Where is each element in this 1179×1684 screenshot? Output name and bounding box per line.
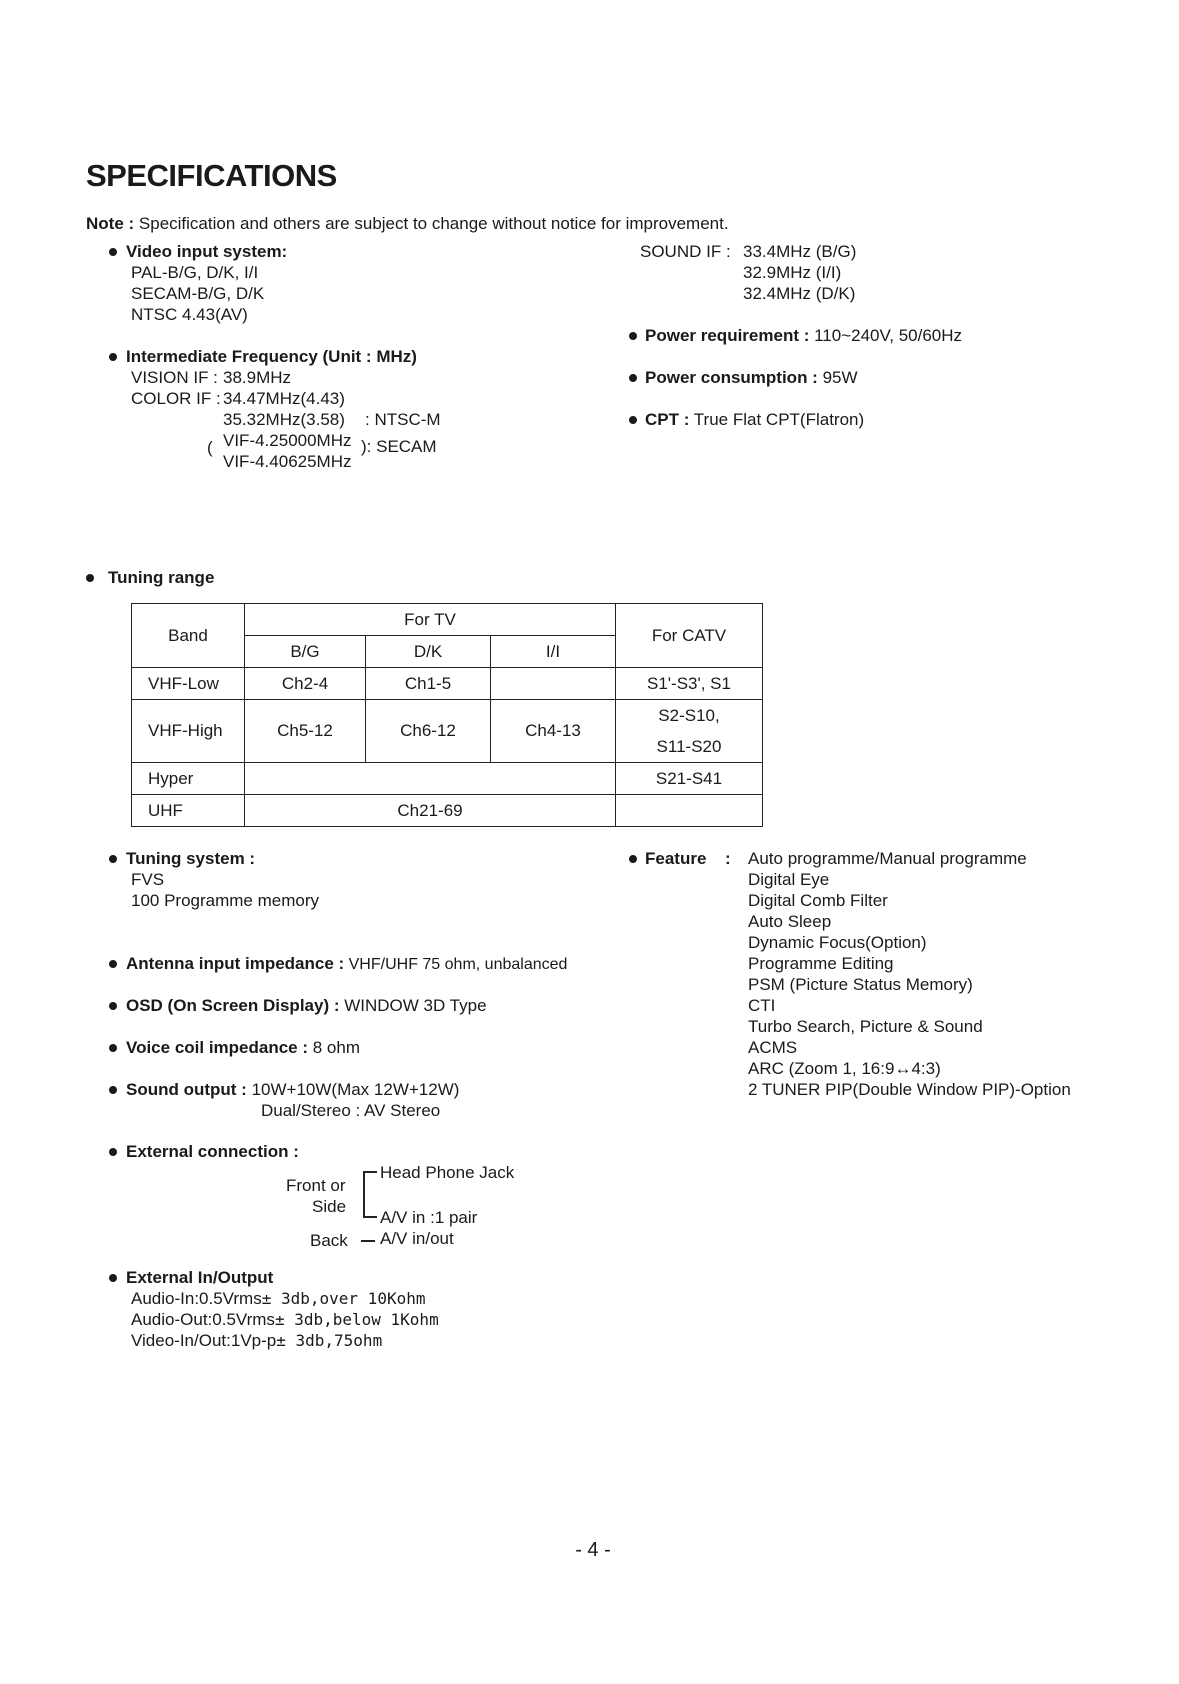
external-io-heading: External In/Output	[126, 1268, 274, 1287]
sound-if-value: 33.4MHz (B/G)	[743, 242, 857, 261]
vision-if-value: 38.9MHz	[223, 368, 292, 387]
page-title: SPECIFICATIONS	[86, 158, 337, 193]
table-cell: Ch2-4	[245, 668, 366, 700]
audio-in-spec: Audio-In:0.5Vrms± 3db,over 10Kohm	[131, 1289, 426, 1308]
bullet-icon	[109, 248, 117, 256]
table-cell	[245, 763, 616, 795]
front-or-label: Front or	[286, 1176, 346, 1195]
table-row	[132, 700, 763, 732]
table-cell: UHF	[132, 795, 245, 827]
tuning-system-line: FVS	[131, 870, 165, 889]
video-input-heading: Video input system:	[126, 242, 288, 261]
cpt-spec: CPT : True Flat CPT(Flatron)	[645, 410, 865, 429]
feature-item: ACMS	[748, 1038, 798, 1057]
bracket-line	[363, 1171, 365, 1217]
bullet-icon	[629, 855, 637, 863]
video-input-line: NTSC 4.43(AV)	[131, 305, 248, 324]
sound-output-spec: Sound output : 10W+10W(Max 12W+12W)	[126, 1080, 460, 1099]
table-header-ii: I/I	[491, 636, 616, 668]
bullet-icon	[109, 1086, 117, 1094]
bullet-icon	[109, 353, 117, 361]
sound-if-label: SOUND IF :	[640, 242, 731, 261]
av-in-pair: A/V in :1 pair	[380, 1208, 478, 1227]
table-row	[132, 763, 763, 795]
bracket-line	[363, 1216, 377, 1218]
power-consumption: Power consumption : 95W	[645, 368, 858, 387]
side-label: Side	[312, 1197, 347, 1216]
bullet-icon	[109, 1044, 117, 1052]
sound-output-line2: Dual/Stereo : AV Stereo	[261, 1101, 441, 1120]
feature-item: Digital Comb Filter	[748, 891, 888, 910]
feature-item: 2 TUNER PIP(Double Window PIP)-Option	[748, 1080, 1071, 1099]
dash-line	[361, 1240, 375, 1242]
paren-open: (	[207, 438, 213, 457]
feature-item: Auto programme/Manual programme	[748, 849, 1027, 868]
osd-spec: OSD (On Screen Display) : WINDOW 3D Type	[126, 996, 487, 1015]
vif-value: VIF-4.40625MHz	[223, 452, 352, 471]
video-io-spec: Video-In/Out:1Vp-p± 3db,75ohm	[131, 1331, 383, 1350]
note-label: Note :	[86, 214, 135, 233]
bullet-icon	[109, 960, 117, 968]
table-cell: S21-S41	[616, 763, 763, 795]
table-row	[132, 604, 763, 636]
video-input-line: SECAM-B/G, D/K	[131, 284, 265, 303]
table-cell	[491, 668, 616, 700]
feature-item: Auto Sleep	[748, 912, 832, 931]
bullet-icon	[86, 574, 94, 582]
table-cell: Ch6-12	[366, 700, 491, 763]
intermediate-frequency-heading: Intermediate Frequency (Unit : MHz)	[126, 347, 417, 366]
voice-coil-spec: Voice coil impedance : 8 ohm	[126, 1038, 361, 1057]
table-cell: VHF-High	[132, 700, 245, 763]
ntsc-if-label: : NTSC-M	[365, 410, 441, 429]
table-cell	[616, 795, 763, 827]
external-connection-heading: External connection :	[126, 1142, 299, 1161]
feature-item: ARC (Zoom 1, 16:9↔4:3)	[748, 1059, 941, 1078]
bracket-line	[363, 1171, 377, 1173]
bullet-icon	[109, 1002, 117, 1010]
table-cell: S1'-S3', S1	[616, 668, 763, 700]
feature-item: Digital Eye	[748, 870, 830, 889]
page-number: - 4 -	[575, 1539, 611, 1561]
color-if-value: 34.47MHz(4.43)	[223, 389, 345, 408]
feature-colon: :	[725, 849, 731, 868]
feature-label: Feature	[645, 849, 707, 868]
bullet-icon	[109, 855, 117, 863]
bullet-icon	[109, 1274, 117, 1282]
head-phone-jack: Head Phone Jack	[380, 1163, 515, 1182]
back-label: Back	[310, 1231, 348, 1250]
feature-item: Turbo Search, Picture & Sound	[748, 1017, 983, 1036]
sound-if-value: 32.9MHz (I/I)	[743, 263, 842, 282]
feature-item: Programme Editing	[748, 954, 894, 973]
table-header-band: Band	[132, 604, 245, 668]
feature-item: CTI	[748, 996, 776, 1015]
table-header-dk: D/K	[366, 636, 491, 668]
av-inout: A/V in/out	[380, 1229, 454, 1248]
sound-if-value: 32.4MHz (D/K)	[743, 284, 856, 303]
tuning-system-line: 100 Programme memory	[131, 891, 320, 910]
vision-if-label: VISION IF :	[131, 368, 218, 387]
antenna-spec: Antenna input impedance : VHF/UHF 75 ohm, unbalanced	[126, 954, 568, 973]
bullet-icon	[629, 416, 637, 424]
table-row	[132, 668, 763, 700]
video-input-line: PAL-B/G, D/K, I/I	[131, 263, 259, 282]
ntsc-if-value: 35.32MHz(3.58)	[223, 410, 345, 429]
table-header-bg: B/G	[245, 636, 366, 668]
secam-label: ): SECAM	[361, 437, 437, 456]
bullet-icon	[109, 1148, 117, 1156]
table-cell: Ch4-13	[491, 700, 616, 763]
table-cell: Ch5-12	[245, 700, 366, 763]
table-header-for-tv: For TV	[245, 604, 616, 636]
power-requirement: Power requirement : 110~240V, 50/60Hz	[645, 326, 963, 345]
feature-item: PSM (Picture Status Memory)	[748, 975, 973, 994]
tuning-range-table	[131, 603, 763, 827]
table-cell: Hyper	[132, 763, 245, 795]
audio-out-spec: Audio-Out:0.5Vrms± 3db,below 1Kohm	[131, 1310, 439, 1329]
table-row	[132, 795, 763, 827]
table-cell: S11-S20	[616, 731, 763, 763]
tuning-system-heading: Tuning system :	[126, 849, 256, 868]
table-header-for-catv: For CATV	[616, 604, 763, 668]
table-cell: S2-S10,	[616, 700, 763, 732]
feature-item: Dynamic Focus(Option)	[748, 933, 927, 952]
table-cell: Ch21-69	[245, 795, 616, 827]
bullet-icon	[629, 332, 637, 340]
vif-value: VIF-4.25000MHz	[223, 431, 352, 450]
note-text: Specification and others are subject to change without notice for improvement.	[134, 214, 729, 233]
note	[86, 213, 729, 234]
table-cell: Ch1-5	[366, 668, 491, 700]
table-cell: VHF-Low	[132, 668, 245, 700]
tuning-range-heading: Tuning range	[108, 568, 215, 587]
color-if-label: COLOR IF :	[131, 389, 221, 408]
bullet-icon	[629, 374, 637, 382]
